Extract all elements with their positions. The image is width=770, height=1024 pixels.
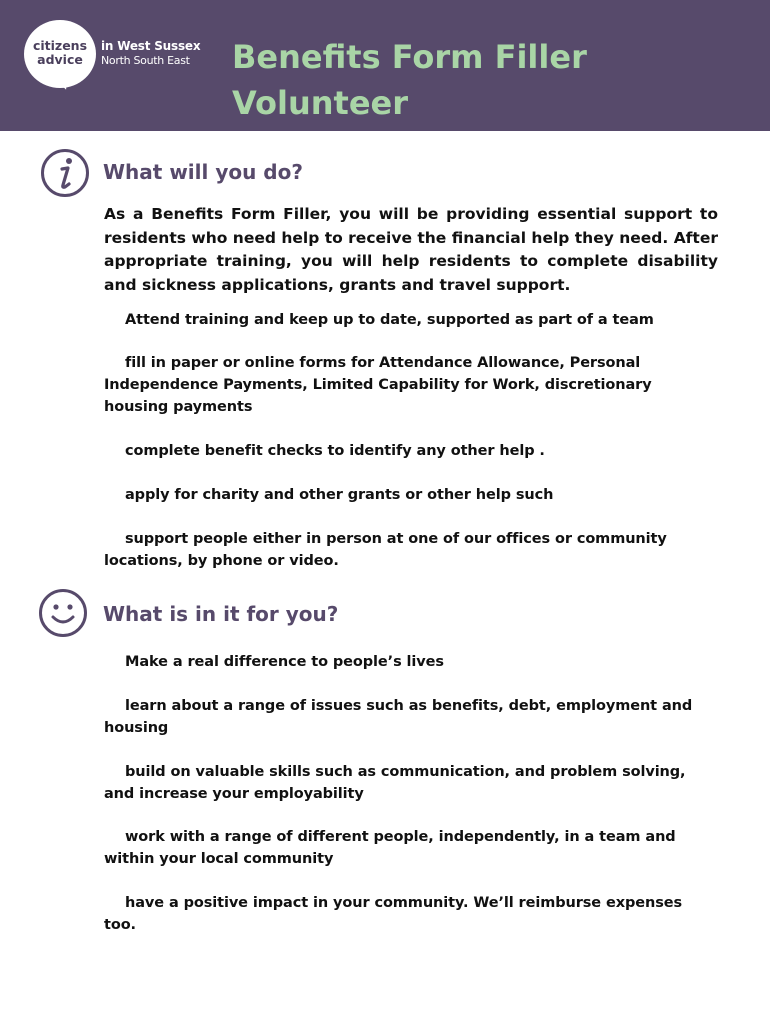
list-item: fill in paper or online forms for Attendance Allowance, Personal Independence Payments, Limited Capability for Work, discretionary housing payments: [104, 355, 652, 415]
section-heading-what-will-you-do: What will you do?: [103, 160, 303, 184]
list-item: support people either in person at one of our offices or community locations, by phone or video.: [104, 531, 667, 569]
region-line1: in West Sussex: [101, 39, 201, 53]
info-icon: [40, 148, 90, 198]
list-item: Make a real difference to people’s lives: [125, 654, 444, 670]
region-line2: North South East: [101, 54, 190, 67]
page-title: [232, 34, 587, 126]
page-title-line2: Volunteer: [232, 84, 409, 122]
intro-paragraph: As a Benefits Form Filler, you will be providing essential support to residents who need help to receive the financial help they need. After appropriate training, you will help residents to complete disability and sickness applications, grants and travel support.: [104, 205, 718, 294]
list-item: Attend training and keep up to date, supported as part of a team: [125, 312, 654, 328]
list-item: work with a range of different people, independently, in a team and within your local community: [104, 829, 676, 867]
list-item: build on valuable skills such as communication, and problem solving, and increase your employability: [104, 764, 686, 802]
page-title-line1: Benefits Form Filler: [232, 38, 587, 76]
list-item: complete benefit checks to identify any other help .: [125, 443, 545, 459]
list-item: learn about a range of issues such as benefits, debt, employment and housing: [104, 698, 693, 736]
section-heading-what-is-in-it-for-you: What is in it for you?: [103, 602, 339, 626]
logo-text-line2: advice: [37, 52, 83, 67]
list-item: apply for charity and other grants or other help such: [125, 487, 554, 503]
header-banner: [0, 0, 770, 131]
list-item: have a positive impact in your community. We’ll reimburse expenses too.: [104, 895, 683, 933]
smiley-icon: [38, 588, 88, 638]
logo-text-line1: citizens: [32, 38, 88, 53]
